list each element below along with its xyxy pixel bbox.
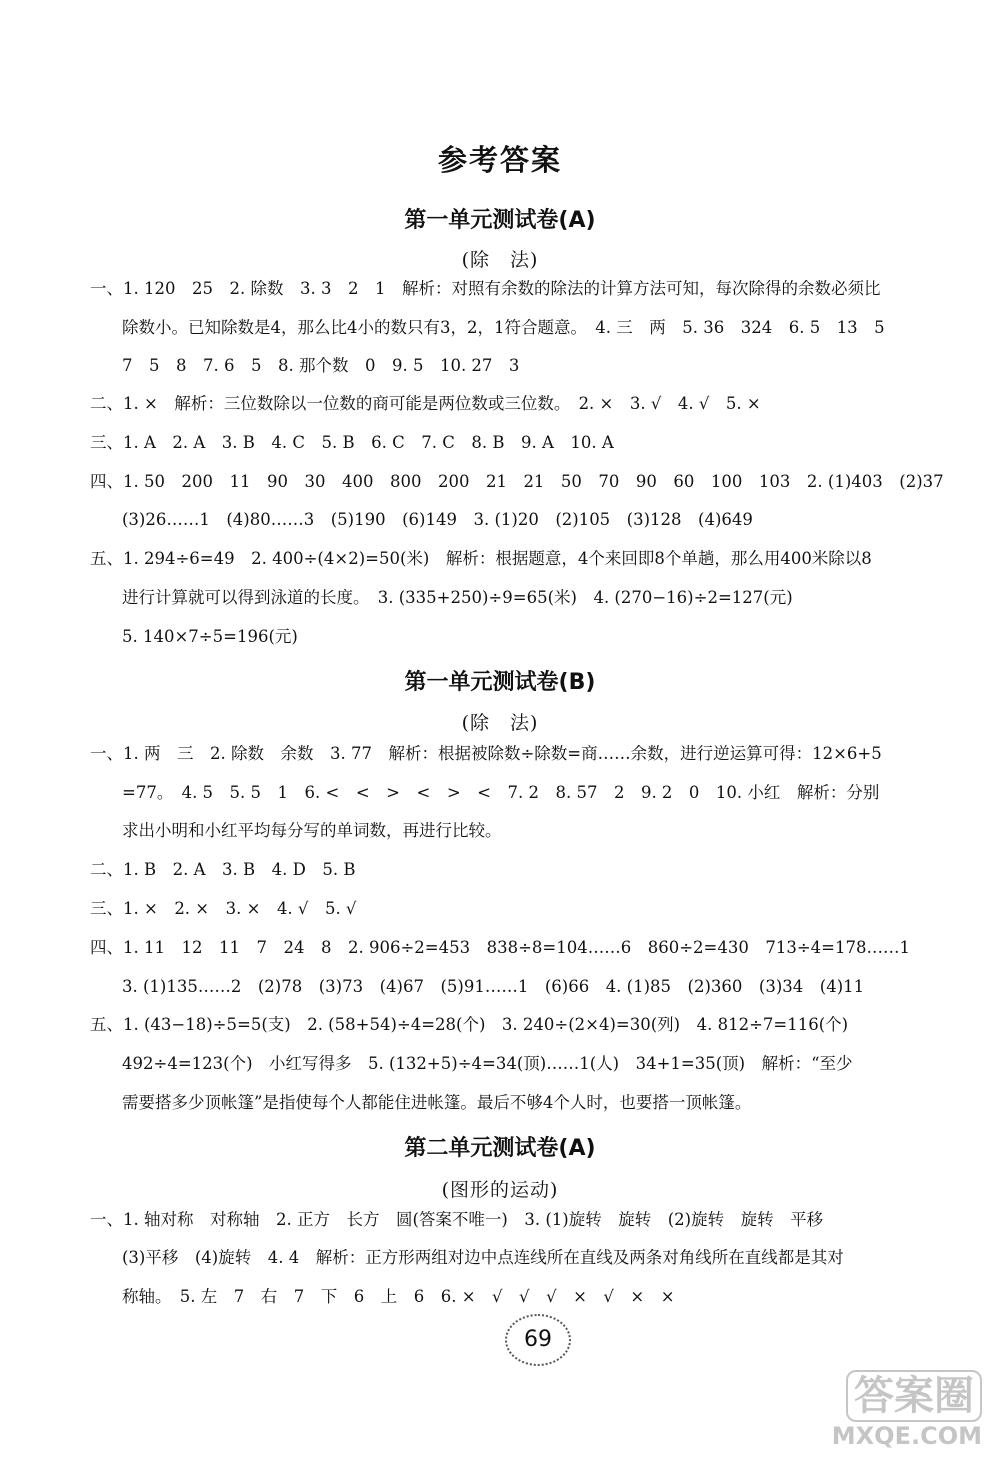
answer-line: 四、1. 50 200 11 90 30 400 800 200 21 21 50 70 90 60 100 103 2. (1)403 (2)37 (90, 472, 944, 491)
answer-line: 5. 140×7÷5=196(元) (122, 627, 298, 646)
answer-line: =77。 4. 5 5. 5 1 6. < < > < > < 7. 2 8. 57 2 9. 2 0 10. 小红 解析：分别 (122, 783, 880, 802)
answer-line: (3)26……1 (4)80……3 (5)190 (6)149 3. (1)20 (2)105 (3)128 (4)649 (122, 510, 753, 529)
answer-line: 求出小明和小红平均每分写的单词数，再进行比较。 (122, 821, 502, 840)
answer-line: 3. (1)135……2 (2)78 (3)73 (4)67 (5)91……1 (6)66 4. (1)85 (2)360 (3)34 (4)11 (122, 977, 865, 996)
answer-line: 二、1. B 2. A 3. B 4. D 5. B (90, 860, 356, 879)
answer-line: 三、1. A 2. A 3. B 4. C 5. B 6. C 7. C 8. B 9. A 10. A (90, 433, 614, 452)
answer-line: 五、1. 294÷6=49 2. 400÷(4×2)=50(米) 解析：根据题意，4个来回即8个单趟，那么用400米除以8 (90, 549, 872, 568)
watermark-site: MXQE.COM (831, 1422, 982, 1450)
answer-line: 492÷4=123(个) 小红写得多 5. (132+5)÷4=34(顶)……1(人) 34+1=35(顶) 解析：“至少 (122, 1054, 853, 1073)
answer-line: 7 5 8 7. 6 5 8. 那个数 0 9. 5 10. 27 3 (122, 356, 520, 375)
answer-line: 二、1. × 解析：三位数除以一位数的商可能是两位数或三位数。 2. × 3. √ 4. √ 5. × (90, 394, 761, 413)
answer-line: 称轴。 5. 左 7 右 7 下 6 上 6 6. × √ √ √ × √ × × (122, 1287, 675, 1306)
answer-line: 一、1. 两 三 2. 除数 余数 3. 77 解析：根据被除数÷除数=商……余数，进行逆运算可得：12×6+5 (90, 744, 882, 763)
answer-line: 除数小。已知除数是4，那么比4小的数只有3，2，1符合题意。 4. 三 两 5. 36 324 6. 5 13 5 (122, 318, 885, 337)
answer-line: 一、1. 轴对称 对称轴 2. 正方 长方 圆(答案不唯一) 3. (1)旋转 旋转 (2)旋转 旋转 平移 (90, 1210, 824, 1229)
watermark-logo: 答案圈 (846, 1370, 982, 1422)
section-heading-2: 第一单元测试卷(B) (404, 670, 596, 695)
page-number: 69 (505, 1314, 571, 1366)
answer-line: 需要搭多少顶帐篷”是指使每个人都能住进帐篷。最后不够4个人时，也要搭一顶帐篷。 (122, 1093, 752, 1112)
watermark (700, 1370, 990, 1450)
section-subtitle-1: (除 法) (461, 249, 539, 271)
section-heading-1: 第一单元测试卷(A) (404, 208, 596, 233)
page-title: 参考答案 (437, 143, 562, 177)
answer-line: 三、1. × 2. × 3. × 4. √ 5. √ (90, 899, 357, 918)
answer-line: 五、1. (43−18)÷5=5(支) 2. (58+54)÷4=28(个) 3. 240÷(2×4)=30(列) 4. 812÷7=116(个) (90, 1015, 849, 1034)
answer-line: 四、1. 11 12 11 7 24 8 2. 906÷2=453 838÷8=104……6 860÷2=430 713÷4=178……1 (90, 938, 910, 957)
section-heading-3: 第二单元测试卷(A) (404, 1136, 596, 1161)
answer-line: 一、1. 120 25 2. 除数 3. 3 2 1 解析：对照有余数的除法的计算方法可知，每次除得的余数必须比 (90, 279, 881, 298)
section-subtitle-2: (除 法) (461, 712, 539, 734)
answer-line: 进行计算就可以得到泳道的长度。 3. (335+250)÷9=65(米) 4. (270−16)÷2=127(元) (122, 588, 793, 607)
answer-line: (3)平移 (4)旋转 4. 4 解析：正方形两组对边中点连线所在直线及两条对角线所在直线都是其对 (122, 1248, 844, 1267)
section-subtitle-3: (图形的运动) (441, 1179, 559, 1201)
